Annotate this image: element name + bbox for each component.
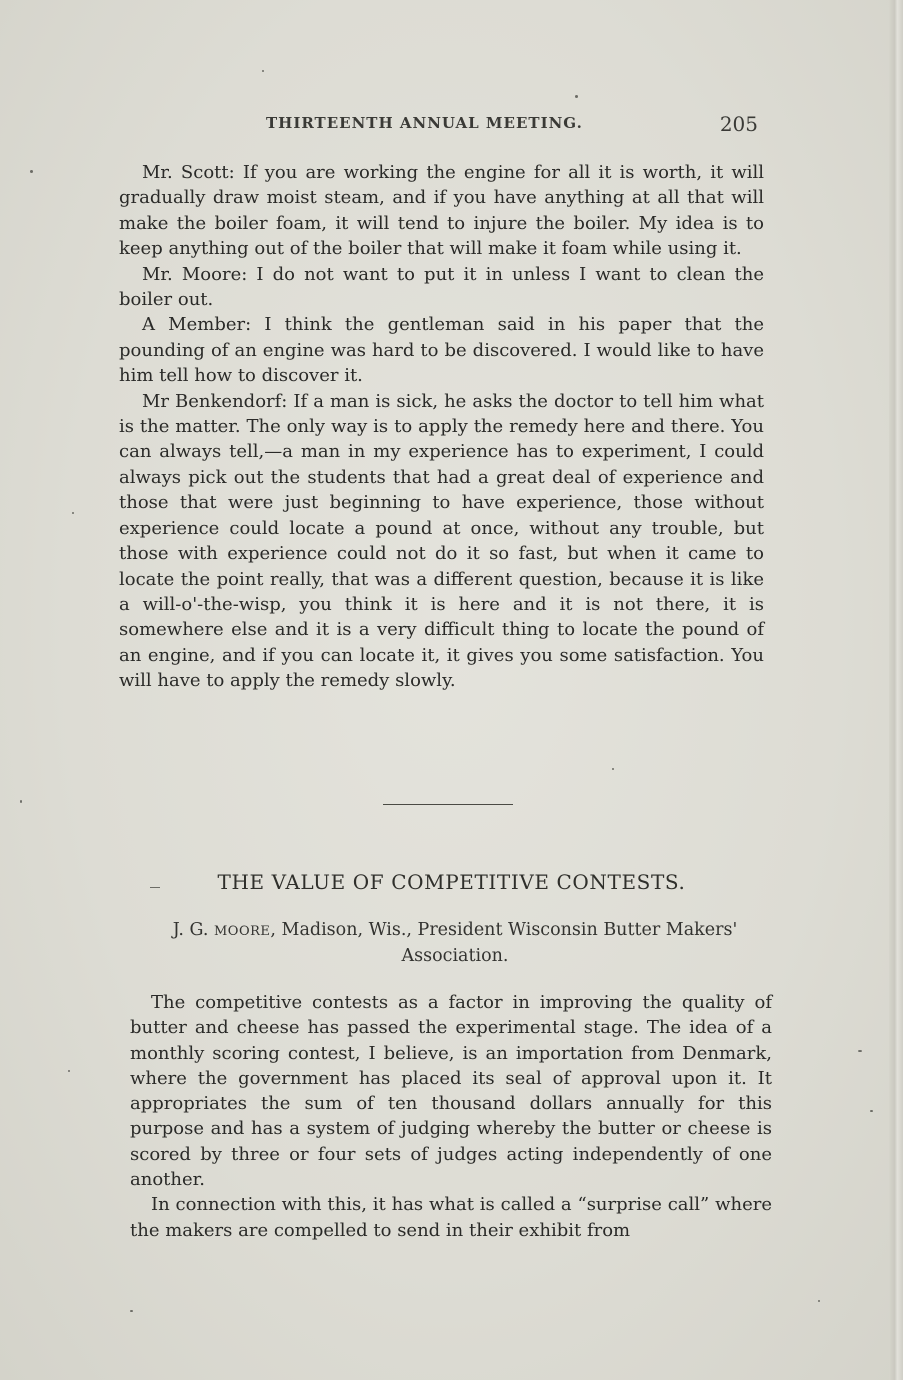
speech-text: If you are working the engine for all it is worth, it will gradually draw moist steam, and if you have anything at all that will make the boiler foam, it will tend to injure the boiler. My idea is to keep anything out of the boiler that will make it foam while using it. bbox=[119, 162, 764, 260]
article-title: THE VALUE OF COMPETITIVE CONTESTS. bbox=[217, 870, 686, 894]
speaker-name: Mr Benkendorf: bbox=[142, 390, 288, 412]
article-paragraph: In connection with this, it has what is called a “surprise call” where the makers are compelled to send in their exhibit from bbox=[130, 1194, 772, 1241]
page-edge bbox=[889, 0, 903, 1380]
page-header bbox=[120, 112, 768, 142]
article-body bbox=[130, 990, 772, 1243]
page-number: 205 bbox=[719, 112, 758, 136]
speech-text: I think the gentleman said in his paper that the pounding of an engine was hard to be discovered. I would like to have him tell how to discover it. bbox=[119, 314, 764, 387]
section-divider bbox=[383, 804, 513, 805]
author-affiliation: , Madison, Wis., President Wisconsin Butter Makers' Association. bbox=[270, 920, 738, 966]
author-surname: MOORE bbox=[214, 924, 271, 939]
speech-text: I do not want to put it in unless I want to clean the boiler out. bbox=[119, 263, 764, 311]
speaker-name: Mr. Moore: bbox=[142, 263, 248, 285]
discussion-paragraph bbox=[119, 312, 764, 388]
discussion-paragraph bbox=[119, 160, 764, 262]
article-paragraph: The competitive contests as a factor in improving the quality of butter and cheese has passed the experimental stage. The idea of a monthly scoring contest, I believe, is an importation from Denmark, where the government has placed its seal of approval upon it. It appropriates the sum of ten thousand dollars annually for this purpose and has a system of judging whereby the butter or cheese is scored by three or four sets of judges acting independently of one another. bbox=[130, 992, 772, 1191]
discussion-paragraph bbox=[119, 262, 764, 313]
article-byline bbox=[125, 918, 785, 969]
speech-text: If a man is sick, he asks the doctor to tell him what is the matter. The only way is to apply the remedy here and there. You can always tell,—a man in my experience has to experiment, I could always pick out the students that had a great deal of experience and those that were just beginning to have experience, those without experience could locate a pound at once, without any trouble, but those with experience could not do it so fast, but when it came to locate the point really, that was a different question, because it is like a will-o'-the-wisp, you think it is here and it is not there, it is somewhere else and it is a very difficult thing to locate the pound of an engine, and if you can locate it, it gives you some satisfaction. You will have to apply the remedy slowly. bbox=[119, 390, 765, 692]
speaker-name: A Member: bbox=[142, 314, 252, 336]
discussion-paragraph bbox=[119, 389, 764, 694]
discussion-section bbox=[119, 160, 764, 694]
author-initials: J. G. bbox=[172, 920, 209, 940]
running-head: THIRTEENTH ANNUAL MEETING. bbox=[266, 114, 583, 132]
speaker-name: Mr. Scott: bbox=[142, 162, 235, 183]
